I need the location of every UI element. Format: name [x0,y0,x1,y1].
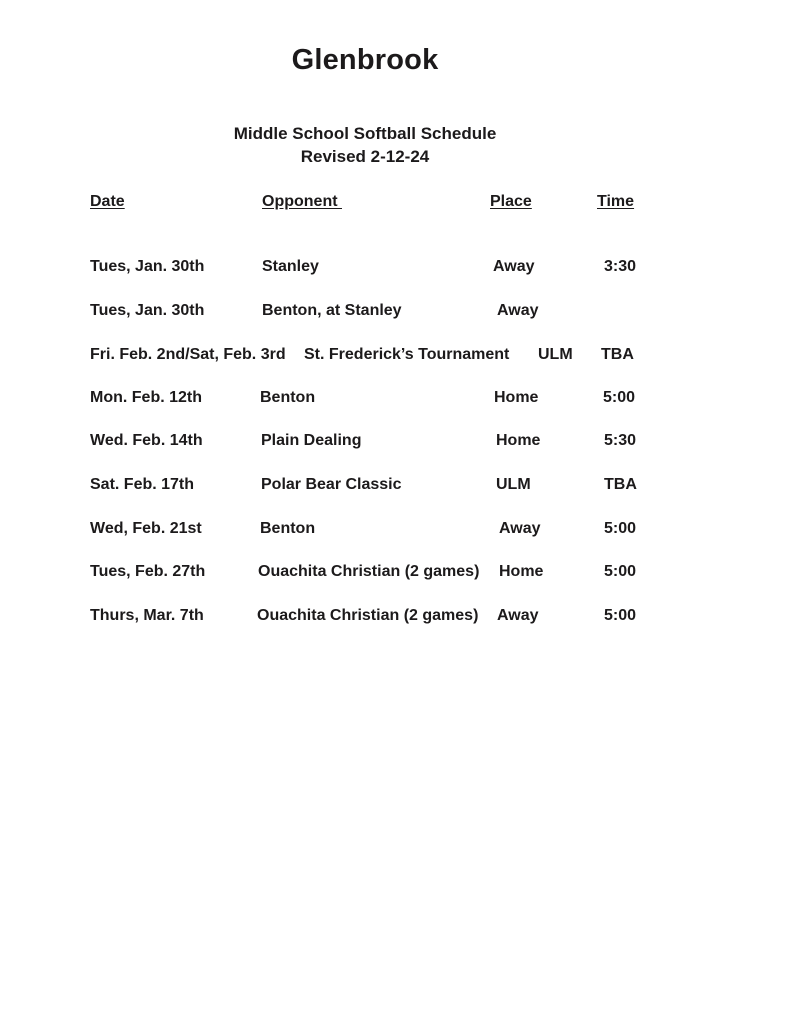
row-time: 5:00 [604,607,637,624]
row-place: Away [493,258,535,275]
schedule-subtitle: Middle School Softball Schedule [233,124,497,143]
row-opponent: Benton [260,520,316,537]
row-opponent: Benton, at Stanley [262,302,402,319]
row-opponent: Ouachita Christian (2 games) [258,563,480,580]
row-opponent: St. Frederick’s Tournament [304,346,510,363]
row-opponent: Polar Bear Classic [261,476,402,493]
row-date: Tues, Jan. 30th [90,258,205,275]
row-date: Wed, Feb. 21st [90,520,202,537]
row-time: 5:00 [604,563,637,580]
row-place: Home [499,563,544,580]
row-date: Tues, Feb. 27th [90,563,206,580]
row-place: Home [494,389,539,406]
row-opponent: Ouachita Christian (2 games) [257,607,479,624]
row-date: Tues, Jan. 30th [90,302,205,319]
row-time: TBA [601,346,634,363]
column-header-place: Place [490,193,532,210]
row-time: 3:30 [604,258,637,275]
row-place: ULM [496,476,531,493]
row-place: ULM [538,346,573,363]
row-date: Fri. Feb. 2nd/Sat, Feb. 3rd [90,346,286,363]
row-place: Home [496,432,541,449]
row-time: 5:30 [604,432,637,449]
row-time: TBA [604,476,637,493]
row-date: Thurs, Mar. 7th [90,607,204,624]
row-place: Away [497,607,539,624]
column-header-date: Date [90,193,125,210]
revision-date: Revised 2-12-24 [300,147,430,166]
row-time: 5:00 [603,389,636,406]
row-place: Away [499,520,541,537]
school-title: Glenbrook [291,44,439,76]
row-opponent: Plain Dealing [261,432,362,449]
row-date: Wed. Feb. 14th [90,432,203,449]
row-place: Away [497,302,539,319]
column-header-opponent: Opponent [262,193,342,210]
row-date: Sat. Feb. 17th [90,476,195,493]
row-opponent: Benton [260,389,316,406]
column-header-time: Time [597,193,635,210]
row-date: Mon. Feb. 12th [90,389,202,406]
row-time: 5:00 [604,520,637,537]
row-opponent: Stanley [262,258,319,275]
